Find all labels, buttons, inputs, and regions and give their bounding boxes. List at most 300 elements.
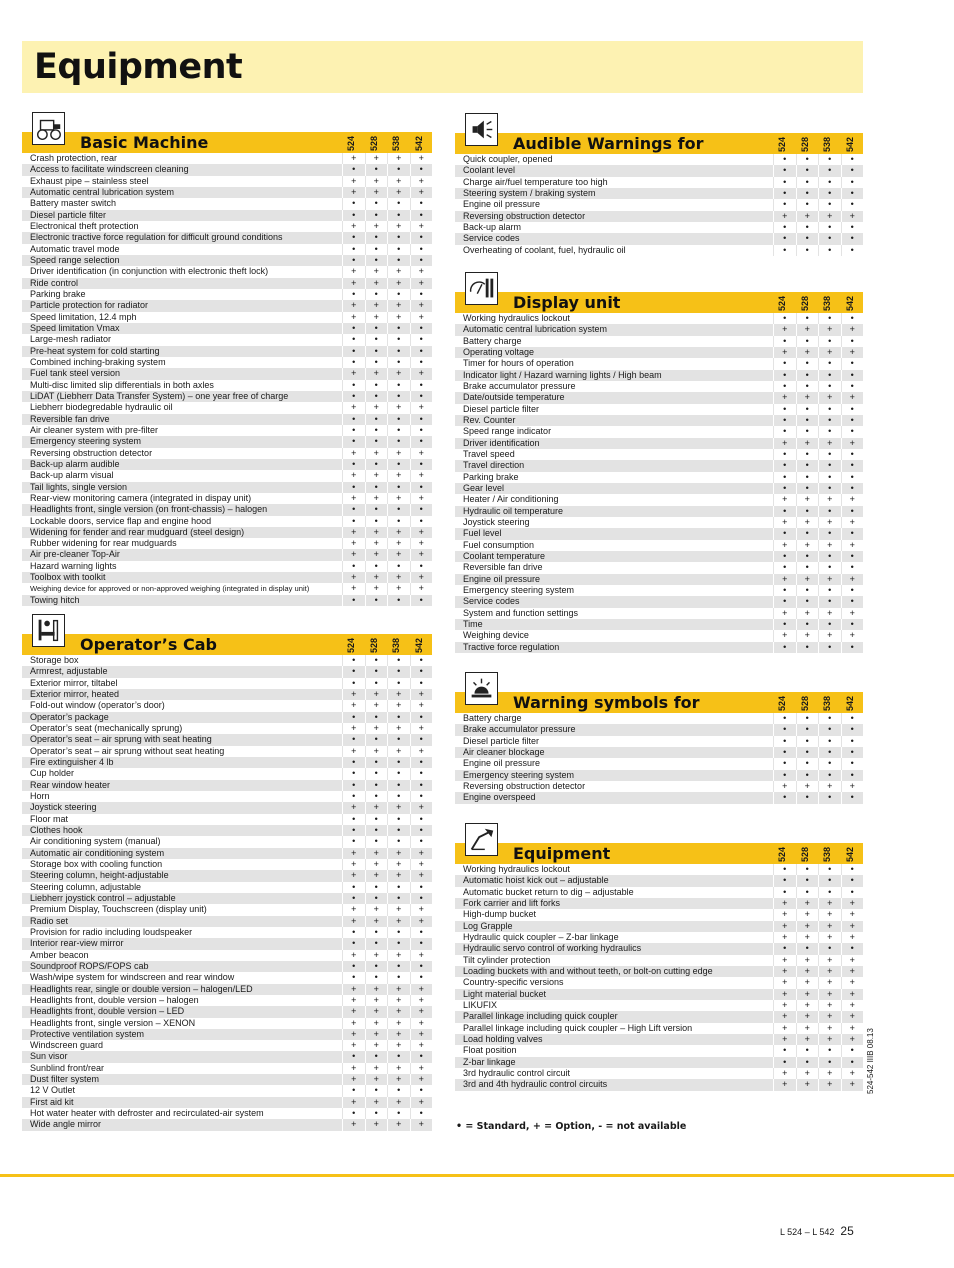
availability-cell: • (342, 1108, 365, 1119)
feature-label: Operator’s seat – air sprung with seat heating (30, 734, 212, 745)
availability-cell: • (841, 642, 864, 653)
feature-label: Automatic central lubrication system (463, 324, 608, 335)
availability-cell: + (773, 1068, 796, 1079)
availability-cell: + (841, 438, 864, 449)
model-header: 538 (822, 136, 832, 152)
feature-label: Large-mesh radiator (30, 334, 112, 345)
table-row (455, 955, 863, 966)
availability-cell: + (387, 493, 410, 504)
table-row (455, 562, 863, 573)
availability-cell: • (841, 528, 864, 539)
availability-cell: + (342, 848, 365, 859)
availability-cell: + (365, 700, 388, 711)
availability-cell: • (387, 961, 410, 972)
feature-table (455, 313, 863, 653)
availability-cell: • (342, 504, 365, 515)
availability-cell: • (342, 734, 365, 745)
table-row (22, 176, 432, 187)
availability-cell: • (773, 199, 796, 210)
availability-cell: + (796, 1068, 819, 1079)
model-columns (342, 634, 432, 655)
availability-cell: • (387, 380, 410, 391)
availability-cell: • (841, 381, 864, 392)
table-row (455, 713, 863, 724)
table-row (22, 414, 432, 425)
availability-cell: • (796, 596, 819, 607)
feature-table (22, 655, 432, 1131)
availability-cell: • (773, 770, 796, 781)
availability-cell: • (773, 415, 796, 426)
availability-cell: + (365, 221, 388, 232)
availability-cell: + (818, 966, 841, 977)
feature-label: Loading buckets with and without teeth, or bolt-on cutting edge (463, 965, 713, 976)
table-row (455, 381, 863, 392)
availability-cell: + (841, 574, 864, 585)
table-row (455, 1057, 863, 1068)
availability-cell: + (841, 517, 864, 528)
feature-label: Time (463, 618, 483, 629)
availability-cell: + (410, 368, 433, 379)
availability-cell: + (365, 984, 388, 995)
table-row (455, 460, 863, 471)
availability-cell: + (342, 916, 365, 927)
availability-cell: + (365, 448, 388, 459)
availability-cell: • (773, 596, 796, 607)
availability-cell: + (365, 527, 388, 538)
feature-label: Headlights front, single version – XENON (30, 1017, 196, 1028)
model-columns (773, 133, 863, 154)
table-row (455, 630, 863, 641)
availability-cell: • (841, 449, 864, 460)
availability-cell: • (365, 791, 388, 802)
availability-cell: • (342, 780, 365, 791)
availability-cell: + (342, 700, 365, 711)
feature-label: Back-up alarm visual (30, 470, 114, 481)
availability-cell: + (773, 324, 796, 335)
availability-cell: • (773, 245, 796, 256)
availability-cell: + (818, 1023, 841, 1034)
availability-cell: + (387, 549, 410, 560)
table-row (22, 734, 432, 745)
table-row (22, 380, 432, 391)
availability-cell: • (410, 938, 433, 949)
availability-cell: • (387, 1085, 410, 1096)
model-columns (773, 692, 863, 713)
availability-cell: + (773, 781, 796, 792)
table-row (22, 757, 432, 768)
availability-cell: + (410, 723, 433, 734)
availability-cell: • (773, 875, 796, 886)
availability-cell: • (365, 882, 388, 893)
availability-cell: • (342, 757, 365, 768)
table-row (455, 781, 863, 792)
availability-cell: + (342, 746, 365, 757)
model-header: 524 (777, 846, 787, 862)
feature-label: LIKUFIX (463, 999, 498, 1010)
footer-product: L 524 – L 542 (780, 1227, 835, 1237)
availability-cell: + (387, 176, 410, 187)
availability-cell: + (841, 1068, 864, 1079)
availability-cell: • (818, 551, 841, 562)
availability-cell: • (841, 177, 864, 188)
availability-cell: • (365, 561, 388, 572)
availability-cell: + (387, 746, 410, 757)
availability-cell: + (410, 549, 433, 560)
availability-cell: + (342, 1097, 365, 1108)
availability-cell: + (365, 266, 388, 277)
availability-cell: + (841, 1034, 864, 1045)
availability-cell: • (342, 255, 365, 266)
section-header (455, 292, 863, 313)
feature-label: Hydraulic oil temperature (463, 505, 564, 516)
availability-cell: • (410, 595, 433, 606)
feature-label: Hydraulic quick coupler – Z-bar linkage (463, 931, 619, 942)
availability-cell: • (841, 943, 864, 954)
availability-cell: • (410, 232, 433, 243)
availability-cell: • (841, 233, 864, 244)
availability-cell: • (796, 483, 819, 494)
feature-label: Automatic hoist kick out – adjustable (463, 875, 609, 886)
availability-cell: • (773, 562, 796, 573)
availability-cell: • (410, 323, 433, 334)
availability-cell: + (773, 517, 796, 528)
availability-cell: + (342, 493, 365, 504)
table-row (455, 932, 863, 943)
availability-cell: + (841, 977, 864, 988)
feature-label: Access to facilitate windscreen cleaning (30, 164, 189, 175)
availability-cell: + (818, 608, 841, 619)
availability-cell: + (365, 368, 388, 379)
availability-cell: + (342, 527, 365, 538)
availability-cell: + (841, 955, 864, 966)
availability-cell: • (365, 482, 388, 493)
availability-cell: • (796, 404, 819, 415)
feature-label: Reversing obstruction detector (463, 210, 586, 221)
availability-cell: + (796, 781, 819, 792)
availability-cell: • (818, 415, 841, 426)
table-row (22, 1074, 432, 1085)
feature-label: Reversible fan drive (463, 562, 543, 573)
availability-cell: + (410, 1006, 433, 1017)
availability-cell: • (818, 864, 841, 875)
availability-cell: • (387, 882, 410, 893)
availability-cell: + (410, 1074, 433, 1085)
model-header: 538 (822, 295, 832, 311)
availability-cell: • (342, 459, 365, 470)
feature-label: Towing hitch (30, 594, 80, 605)
availability-cell: + (410, 402, 433, 413)
feature-label: Tilt cylinder protection (463, 954, 551, 965)
availability-cell: • (773, 233, 796, 244)
table-row (22, 164, 432, 175)
table-row (22, 300, 432, 311)
availability-cell: • (841, 1045, 864, 1056)
table-row (22, 825, 432, 836)
availability-cell: • (841, 585, 864, 596)
table-row (22, 595, 432, 606)
availability-cell: • (365, 414, 388, 425)
operator-seat-icon (32, 614, 65, 647)
table-row (22, 802, 432, 813)
table-row (455, 585, 863, 596)
feature-label: Emergency steering system (463, 584, 575, 595)
availability-cell: + (818, 1011, 841, 1022)
section-title: Equipment (513, 844, 611, 863)
availability-cell: + (365, 583, 388, 594)
availability-cell: + (773, 921, 796, 932)
table-row (22, 323, 432, 334)
availability-cell: + (365, 723, 388, 734)
availability-cell: • (387, 712, 410, 723)
availability-cell: • (773, 358, 796, 369)
availability-cell: • (410, 380, 433, 391)
availability-cell: + (796, 517, 819, 528)
feature-label: Back-up alarm audible (30, 458, 120, 469)
availability-cell: • (365, 357, 388, 368)
availability-cell: + (410, 1097, 433, 1108)
feature-label: Lockable doors, service flap and engine hood (30, 515, 212, 526)
availability-cell: + (773, 392, 796, 403)
availability-cell: + (342, 402, 365, 413)
feature-label: Indicator light / Hazard warning lights / High beam (463, 369, 662, 380)
feature-label: Amber beacon (30, 949, 89, 960)
availability-cell: • (342, 893, 365, 904)
availability-cell: + (410, 266, 433, 277)
availability-cell: + (410, 950, 433, 961)
table-row (22, 538, 432, 549)
feature-label: Diesel particle filter (30, 209, 107, 220)
availability-cell: • (773, 642, 796, 653)
availability-cell: • (410, 1108, 433, 1119)
feature-label: Parallel linkage including quick coupler – High Lift version (463, 1022, 693, 1033)
availability-cell: • (841, 747, 864, 758)
availability-cell: • (773, 449, 796, 460)
doc-code: 524-542 IIIB 08.13 (866, 1028, 875, 1094)
availability-cell: + (818, 347, 841, 358)
feature-table (455, 154, 863, 256)
availability-cell: • (410, 436, 433, 447)
feature-label: Sunblind front/rear (30, 1062, 105, 1073)
model-columns (773, 292, 863, 313)
feature-label: Pre-heat system for cold starting (30, 345, 160, 356)
availability-cell: • (796, 792, 819, 803)
feature-label: Liebherr biodegredable hydraulic oil (30, 402, 173, 413)
availability-cell: • (818, 619, 841, 630)
availability-cell: + (387, 859, 410, 870)
availability-cell: + (365, 176, 388, 187)
availability-cell: + (342, 870, 365, 881)
availability-cell: + (796, 977, 819, 988)
availability-cell: • (342, 768, 365, 779)
page-number: 25 (840, 1224, 854, 1238)
availability-cell: + (387, 266, 410, 277)
table-row (455, 864, 863, 875)
availability-cell: + (841, 1000, 864, 1011)
availability-cell: • (410, 346, 433, 357)
availability-cell: + (841, 781, 864, 792)
availability-cell: + (387, 187, 410, 198)
availability-cell: • (342, 380, 365, 391)
table-row (22, 402, 432, 413)
feature-label: 12 V Outlet (30, 1085, 76, 1096)
feature-label: Tractive force regulation (463, 641, 560, 652)
availability-cell: + (818, 1068, 841, 1079)
availability-cell: • (410, 289, 433, 300)
availability-cell: • (342, 334, 365, 345)
availability-cell: + (796, 392, 819, 403)
availability-cell: + (342, 995, 365, 1006)
feature-label: Parallel linkage including quick coupler (463, 1011, 618, 1022)
availability-cell: + (410, 984, 433, 995)
feature-label: Weighing device for approved or non-approved weighing (integrated in display unit) (30, 584, 310, 594)
availability-cell: + (818, 781, 841, 792)
availability-cell: • (387, 391, 410, 402)
table-row (455, 619, 863, 630)
feature-label: Fuel level (463, 528, 502, 539)
availability-cell: + (410, 312, 433, 323)
table-row (455, 347, 863, 358)
availability-cell: • (365, 972, 388, 983)
availability-cell: • (387, 678, 410, 689)
availability-cell: + (342, 1074, 365, 1085)
availability-cell: + (841, 494, 864, 505)
table-row (22, 346, 432, 357)
feature-label: Float position (463, 1045, 517, 1056)
availability-cell: • (410, 459, 433, 470)
feature-label: Back-up alarm (463, 221, 522, 232)
feature-label: Floor mat (30, 813, 69, 824)
availability-cell: + (773, 494, 796, 505)
availability-cell: + (365, 1040, 388, 1051)
availability-cell: • (387, 334, 410, 345)
table-row (22, 391, 432, 402)
availability-cell: + (342, 448, 365, 459)
feature-label: Rear window heater (30, 779, 111, 790)
table-row (455, 222, 863, 233)
table-row (22, 516, 432, 527)
availability-cell: + (365, 538, 388, 549)
table-row (22, 266, 432, 277)
availability-cell: • (818, 1045, 841, 1056)
availability-cell: • (365, 425, 388, 436)
availability-cell: + (387, 448, 410, 459)
feature-label: Air pre-cleaner Top-Air (30, 549, 120, 560)
availability-cell: • (773, 724, 796, 735)
table-row (455, 736, 863, 747)
availability-cell: • (387, 814, 410, 825)
availability-cell: • (841, 1057, 864, 1068)
table-row (22, 916, 432, 927)
availability-cell: • (841, 875, 864, 886)
table-row (22, 470, 432, 481)
availability-cell: • (387, 836, 410, 847)
table-row (22, 927, 432, 938)
table-row (455, 438, 863, 449)
availability-cell: • (796, 551, 819, 562)
availability-cell: • (818, 472, 841, 483)
availability-cell: + (387, 572, 410, 583)
availability-cell: • (342, 232, 365, 243)
availability-cell: • (387, 346, 410, 357)
feature-label: Diesel particle filter (463, 735, 540, 746)
availability-cell: • (387, 516, 410, 527)
feature-label: Date/outside temperature (463, 392, 565, 403)
availability-cell: • (365, 1108, 388, 1119)
table-row (22, 448, 432, 459)
table-row (22, 1063, 432, 1074)
table-row (22, 561, 432, 572)
feature-table (455, 713, 863, 804)
availability-cell: • (365, 734, 388, 745)
feature-label: Hydraulic servo control of working hydraulics (463, 943, 642, 954)
availability-cell: • (841, 619, 864, 630)
feature-label: Z-bar linkage (463, 1056, 516, 1067)
feature-label: Steering column, adjustable (30, 881, 142, 892)
table-row (22, 210, 432, 221)
availability-cell: • (387, 425, 410, 436)
availability-cell: • (365, 595, 388, 606)
feature-label: Load holding valves (463, 1033, 543, 1044)
availability-cell: + (410, 493, 433, 504)
section-title: Display unit (513, 293, 621, 312)
availability-cell: • (796, 562, 819, 573)
availability-cell: • (773, 483, 796, 494)
availability-cell: • (342, 346, 365, 357)
availability-cell: + (342, 538, 365, 549)
availability-cell: + (387, 1006, 410, 1017)
availability-cell: • (365, 825, 388, 836)
availability-cell: + (410, 916, 433, 927)
availability-cell: + (342, 1018, 365, 1029)
feature-label: Storage box (30, 655, 79, 665)
table-row (22, 723, 432, 734)
table-row (455, 921, 863, 932)
table-row (455, 747, 863, 758)
availability-cell: • (342, 972, 365, 983)
availability-cell: + (387, 723, 410, 734)
table-row (455, 165, 863, 176)
availability-cell: • (796, 370, 819, 381)
feature-label: Crash protection, rear (30, 153, 118, 163)
feature-label: Travel direction (463, 460, 525, 471)
availability-cell: + (818, 909, 841, 920)
table-row (22, 995, 432, 1006)
availability-cell: + (387, 1119, 410, 1130)
availability-cell: • (342, 1051, 365, 1062)
table-row (22, 882, 432, 893)
availability-cell: + (365, 312, 388, 323)
feature-label: Weighing device (463, 630, 529, 641)
availability-cell: + (387, 470, 410, 481)
availability-cell: + (387, 368, 410, 379)
availability-cell: • (773, 370, 796, 381)
availability-cell: + (841, 211, 864, 222)
table-row (22, 950, 432, 961)
availability-cell: + (387, 995, 410, 1006)
availability-cell: • (773, 887, 796, 898)
availability-cell: • (410, 357, 433, 368)
availability-cell: + (773, 1023, 796, 1034)
availability-cell: + (818, 540, 841, 551)
availability-cell: + (818, 1034, 841, 1045)
availability-cell: + (796, 909, 819, 920)
table-row (22, 1040, 432, 1051)
table-row (22, 289, 432, 300)
feature-label: Speed range selection (30, 254, 120, 265)
availability-cell: + (773, 574, 796, 585)
availability-cell: • (818, 724, 841, 735)
section-operators-cab (22, 634, 432, 1131)
